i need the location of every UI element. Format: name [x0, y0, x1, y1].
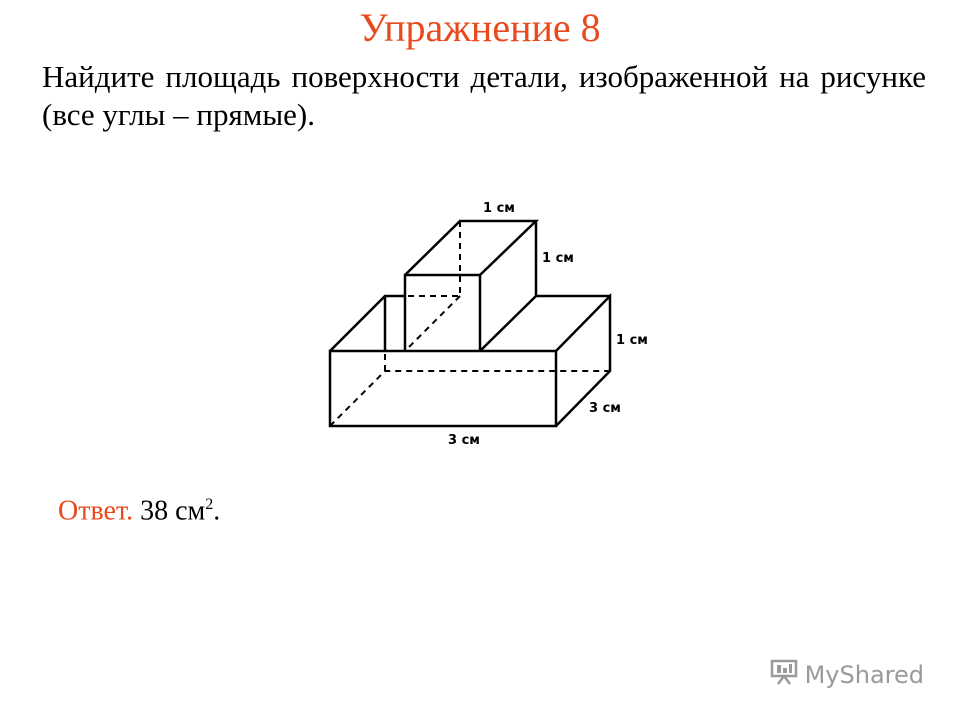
answer: [58, 488, 220, 528]
answer-exponent: 2: [205, 496, 214, 513]
hidden-back-bottom-edges: [330, 371, 610, 426]
watermark: [769, 658, 924, 692]
hidden-block-diagonal-edge: [405, 296, 460, 351]
hidden-block-back-edges: [405, 221, 460, 296]
label-depth: 3 см: [589, 401, 621, 416]
task-text: Найдите площадь поверхности детали, изображенной на рисунке (все углы – прямые).: [42, 59, 926, 132]
label-base-height: 1 см: [616, 333, 648, 348]
label-base-width: 3 см: [448, 433, 480, 448]
base-top-left-edge: [330, 296, 405, 351]
base-front-face: [330, 351, 556, 426]
label-top-width: 1 см: [483, 201, 515, 216]
part-drawing: [320, 190, 670, 455]
watermark-text: MyShared: [804, 661, 924, 689]
block-base-right-edge: [480, 296, 536, 351]
label-top-height: 1 см: [542, 251, 574, 266]
block-top-face: [405, 221, 536, 275]
answer-suffix: .: [213, 495, 221, 527]
answer-label: Ответ.: [58, 495, 134, 527]
presentation-icon: [769, 659, 799, 691]
answer-value: 38 см: [140, 495, 206, 527]
slide-title: Упражнение 8: [359, 5, 601, 50]
